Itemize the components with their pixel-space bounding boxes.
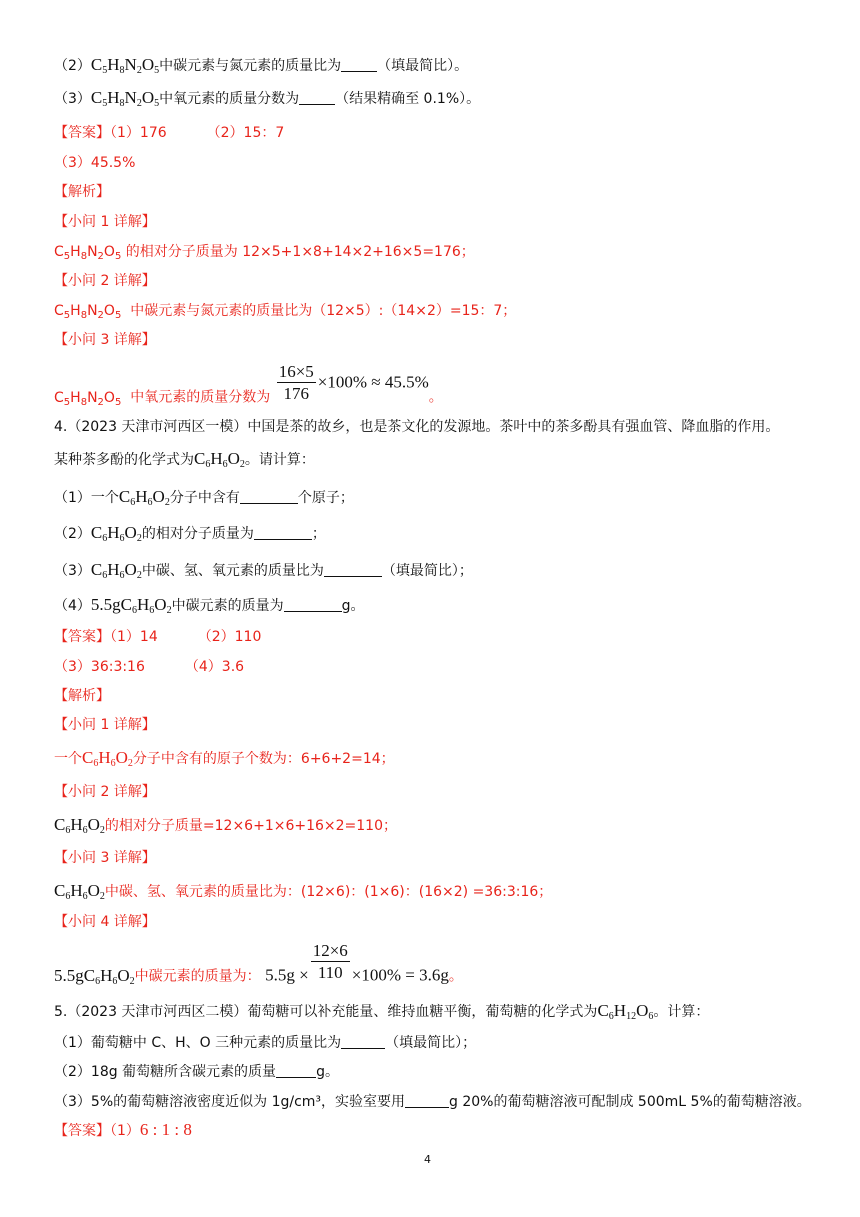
q3-subquestion-2: $(2)C_5H_8N_2O_5$中碳元素与氮元素的质量比为 （填最简比）。: [54, 55, 469, 76]
q4-subquestion-4: $(4)5.5gC_6H_6O_2$中碳元素的质量为 g。: [54, 595, 365, 616]
q3-answer-line-2: （3）45.5%: [54, 155, 136, 171]
formula-c5h8n2o5: $C_5H_8N_2O_5$: [54, 303, 122, 321]
q3-answer-line-1: 【答案】（1）176 （2）15：7: [54, 125, 285, 141]
formula-c6h6o2: $C_6H_6O_2$: [54, 881, 105, 902]
formula-mass-c6h6o2: $5.5gC_6H_6O_2$: [54, 965, 135, 987]
q3-analysis-label: 【解析】: [54, 184, 110, 200]
answer-blank: [341, 57, 377, 72]
formula-c6h6o2: $C_6H_6O_2$: [118, 487, 170, 508]
answer-blank: [254, 525, 312, 540]
q5-subquestion-2: （2）18g 葡萄糖所含碳元素的质量 g。: [54, 1064, 339, 1080]
q3-sub1-heading: 【小问 1 详解】: [54, 214, 156, 230]
answer-blank: [299, 90, 335, 105]
q3-sub3-heading: 【小问 3 详解】: [54, 332, 156, 348]
formula-c5h8n2o5: $C_5H_8N_2O_5$: [54, 244, 122, 262]
formula-mass-c6h6o2: $5.5gC_6H_6O_2$: [90, 595, 172, 616]
q3-sub3-detail: $C_5H_8N_2O_5$ 中氧元素的质量分数为 $\frac{16\times 5}{176}$ ×100% ≈ 45.5%。: [54, 362, 443, 408]
q4-analysis-label: 【解析】: [54, 688, 110, 704]
answer-blank: [284, 597, 342, 612]
q5-subquestion-3: （3）5%的葡萄糖溶液密度近似为 1g/cm³，实验室要用 g 20%的葡萄糖溶液可配制成 500mL 5%的葡萄糖溶液。: [54, 1094, 811, 1110]
q4-sub1-detail: 一个$C_6H_6O_2$分子中含有的原子个数为：6+6+2=14；: [54, 748, 395, 769]
q3-sub2-heading: 【小问 2 详解】: [54, 273, 156, 289]
formula-c6h6o2: $C_6H_6O_2$: [90, 560, 142, 581]
q4-sub4-detail: $5.5gC_6H_6O_2$中碳元素的质量为： 5.5g × $\frac{12\times 6}{110}$ ×100% = 3.6g。: [54, 941, 463, 987]
q4-stem-line-1: 4.（2023 天津市河西区一模）中国是茶的故乡，也是茶文化的发源地。茶叶中的茶多酚具有强血管、降血脂的作用。: [54, 419, 780, 435]
q3-sub2-detail: $C_5H_8N_2O_5$ 中碳元素与氮元素的质量比为（12×5）:（14×2）=15：7；: [54, 303, 517, 321]
q4-answer-line-1: 【答案】（1）14 （2）110: [54, 629, 262, 645]
formula-c6h6o2: $C_6H_6O_2$: [194, 449, 245, 470]
answer-blank: [341, 1034, 385, 1049]
formula-c5h8n2o5: $C_5H_8N_2O_5$: [90, 55, 160, 76]
fraction: $\frac{12\times 6}{110}$: [312, 941, 348, 982]
answer-blank: [405, 1093, 449, 1108]
formula-c5h8n2o5: $C_5H_8N_2O_5$: [90, 88, 160, 109]
q4-subquestion-1: （1）一个$C_6H_6O_2$分子中含有 个原子；: [54, 487, 354, 508]
q5-answer-line-1: 【答案】（1）6 : 1 : 8: [54, 1120, 192, 1139]
q4-sub2-heading: 【小问 2 详解】: [54, 784, 156, 800]
q4-sub1-heading: 【小问 1 详解】: [54, 717, 156, 733]
formula-c6h6o2: $C_6H_6O_2$: [90, 523, 142, 544]
q4-sub3-heading: 【小问 3 详解】: [54, 850, 156, 866]
q3-subquestion-3: $(3)C_5H_8N_2O_5$中氧元素的质量分数为 （结果精确至 0.1%）。: [54, 88, 481, 109]
answer-blank: [276, 1063, 316, 1078]
formula-c6h6o2: $C_6H_6O_2$: [82, 748, 133, 769]
q4-sub4-heading: 【小问 4 详解】: [54, 914, 156, 930]
q5-subquestion-1: （1）葡萄糖中 C、H、O 三种元素的质量比为 （填最简比）；: [54, 1035, 477, 1051]
answer-blank: [240, 489, 298, 504]
q4-stem-line-2: 某种茶多酚的化学式为$C_6H_6O_2$。请计算：: [54, 449, 315, 470]
q4-subquestion-3: $(3)C_6H_6O_2$中碳、氢、氧元素的质量比为 （填最简比）；: [54, 560, 473, 581]
q5-stem: 5.（2023 天津市河西区二模）葡萄糖可以补充能量、维持血糖平衡，葡萄糖的化学式为$C_6H_{12}O_6$。计算：: [54, 1001, 710, 1022]
formula-c5h8n2o5: $C_5H_8N_2O_5$: [54, 389, 122, 408]
q4-sub3-detail: $C_6H_6O_2$中碳、氢、氧元素的质量比为：(12×6)：(1×6)：(16×2) =36:3:16；: [54, 881, 553, 902]
formula-c6h12o6: $C_6H_{12}O_6$: [597, 1001, 654, 1022]
answer-blank: [324, 562, 382, 577]
formula-c6h6o2: $C_6H_6O_2$: [54, 815, 105, 836]
fraction: $\frac{16\times 5}{176}$: [278, 362, 314, 403]
q4-answer-line-2: （3）36:3:16 （4）3.6: [54, 659, 245, 675]
page-number: 4: [424, 1153, 431, 1166]
q3-sub1-detail: $C_5H_8N_2O_5$ 的相对分子质量为 12×5+1×8+14×2+16×5=176；: [54, 244, 475, 262]
q4-subquestion-2: $(2)C_6H_6O_2$的相对分子质量为 ；: [54, 523, 326, 544]
q4-sub2-detail: $C_6H_6O_2$的相对分子质量=12×6+1×6+16×2=110；: [54, 815, 397, 836]
